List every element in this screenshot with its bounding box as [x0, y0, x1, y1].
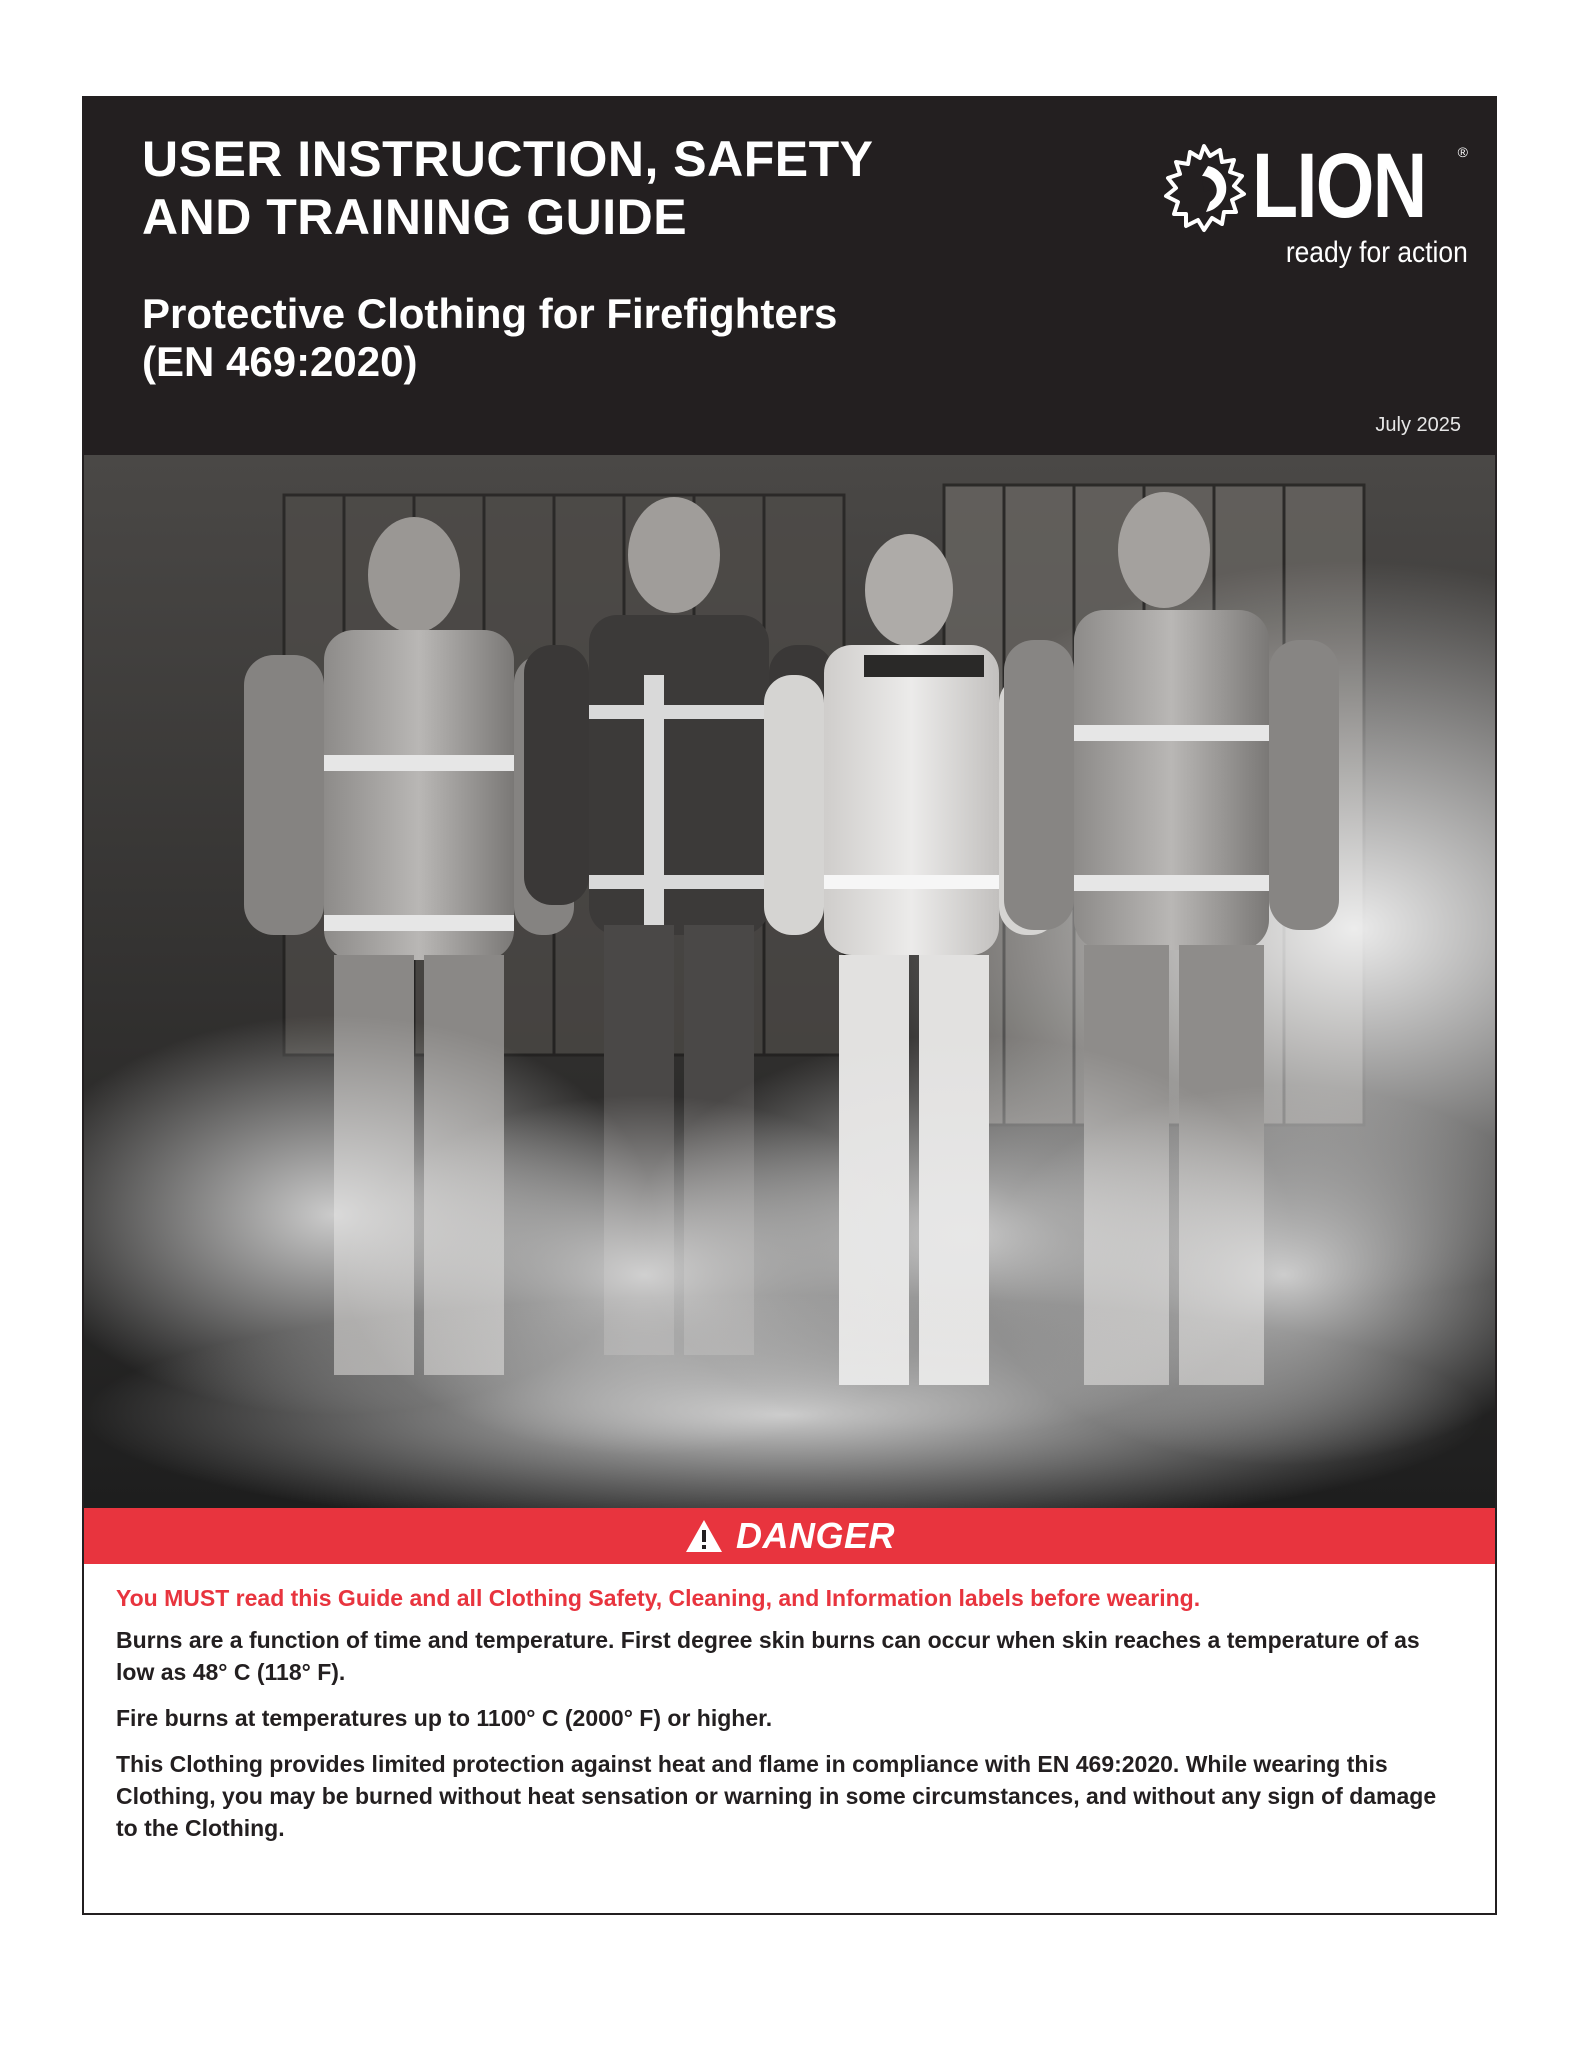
- guide-subtitle-line1: Protective Clothing for Firefighters: [142, 290, 838, 337]
- guide-subtitle-line2: (EN 469:2020): [142, 338, 418, 385]
- firefighters-photo: [84, 455, 1495, 1508]
- danger-banner: [84, 1508, 1495, 1564]
- guide-title: [142, 130, 1062, 246]
- guide-title-line2: AND TRAINING GUIDE: [142, 189, 688, 245]
- read-guide-warning: You MUST read this Guide and all Clothing Safety, Cleaning, and Information labels before wearing.: [116, 1585, 1201, 1611]
- firefighters-photo-illustration: [84, 455, 1495, 1508]
- burn-temperature-paragraph: Burns are a function of time and temperature. First degree skin burns can occur when skin reaches a temperature of as low as 48° C (118° F).: [116, 1627, 1420, 1685]
- fire-temperature-paragraph: Fire burns at temperatures up to 1100° C (2000° F) or higher.: [116, 1705, 773, 1731]
- safety-warnings: [116, 1582, 1446, 1858]
- cover-header: [84, 98, 1495, 455]
- lion-logo: [1158, 135, 1468, 278]
- document-frame: [82, 96, 1497, 1915]
- registered-mark: ®: [1457, 144, 1468, 160]
- limited-protection-paragraph: This Clothing provides limited protection against heat and flame in compliance with EN 469:2020. While wearing this Clothing, you may be burned without heat sensation or warning in some circumstances, and without any sign of damage to the Clothing.: [116, 1751, 1437, 1841]
- warning-triangle-icon: [684, 1518, 724, 1554]
- guide-subtitle: [142, 290, 1042, 386]
- logo-wordmark: LION: [1252, 135, 1426, 237]
- logo-tagline: ready for action: [1286, 236, 1468, 269]
- lion-head-icon: [1158, 140, 1248, 236]
- publication-date: July 2025: [1375, 414, 1461, 436]
- danger-label: DANGER: [735, 1515, 895, 1556]
- guide-title-line1: USER INSTRUCTION, SAFETY: [142, 131, 874, 187]
